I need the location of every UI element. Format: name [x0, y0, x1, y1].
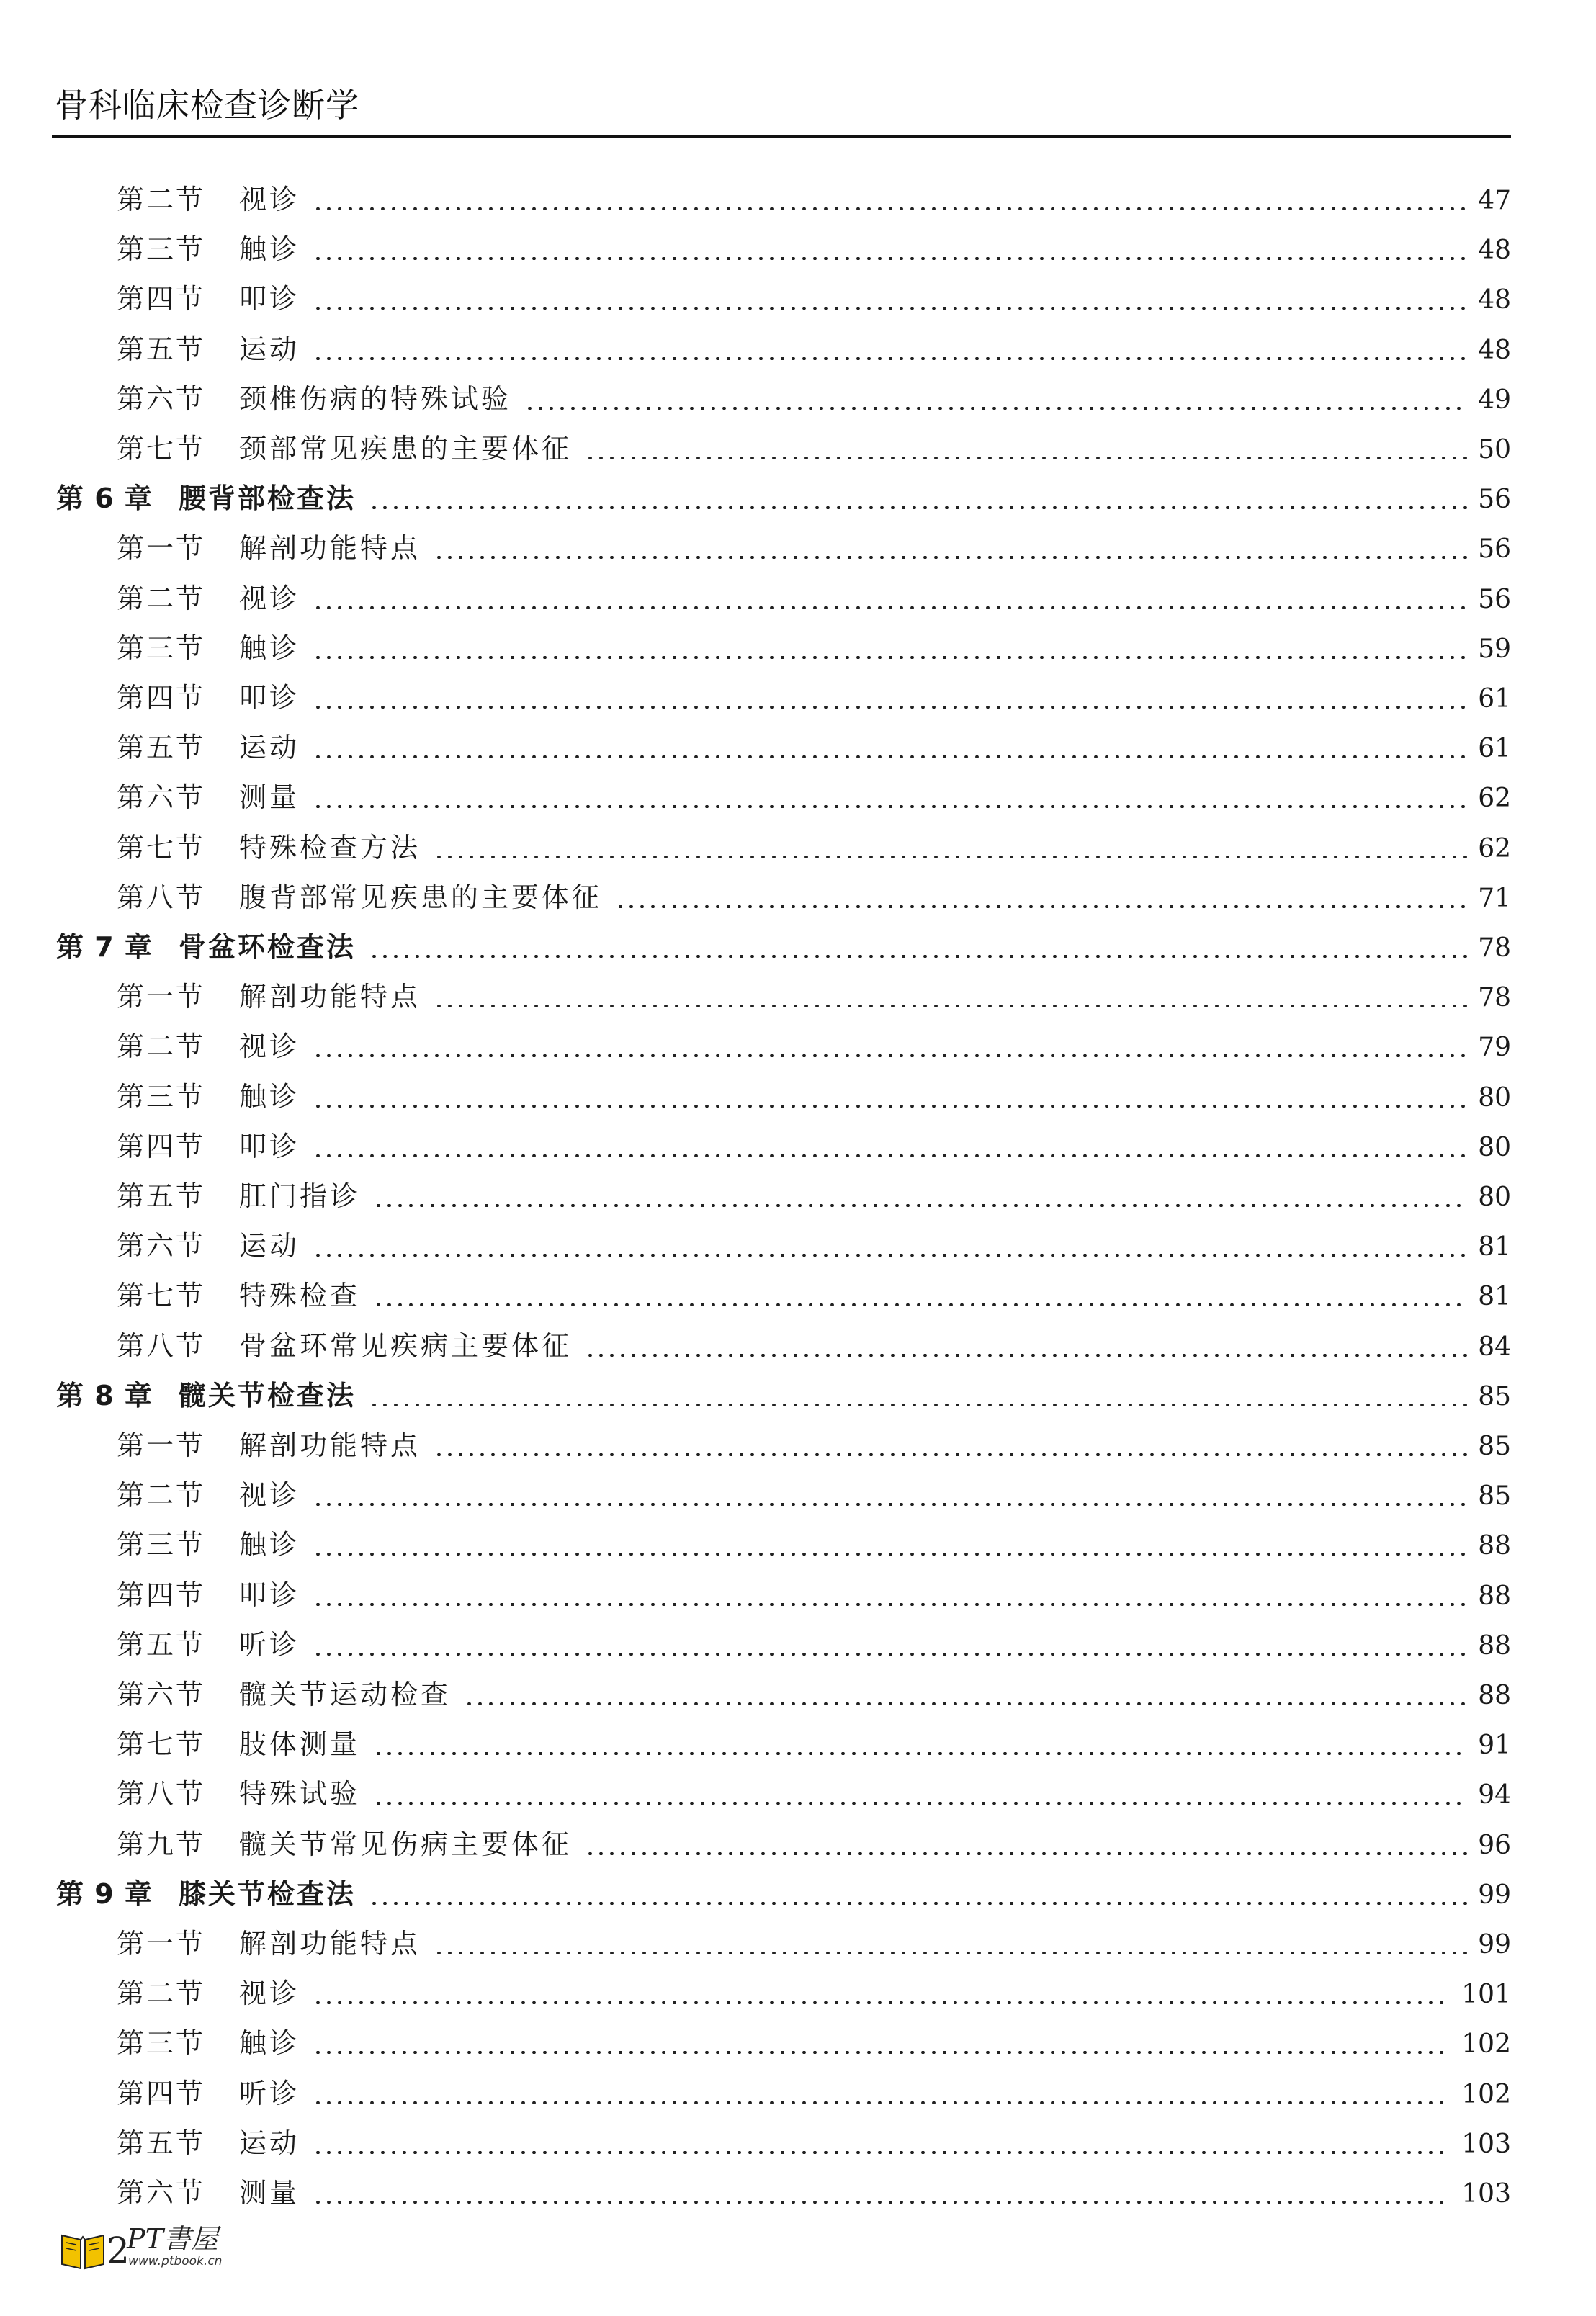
toc-entry-title: 运动 [239, 333, 300, 365]
toc-section-row [117, 2120, 1511, 2166]
toc-entry-page: 80 [1478, 1182, 1511, 1212]
toc-entry-title: 视诊 [239, 1978, 300, 2010]
dot-leader [585, 1354, 1468, 1357]
toc-entry-number: 第七节 [117, 831, 206, 863]
toc-section-row [117, 1522, 1511, 1568]
toc-entry-page: 78 [1478, 983, 1511, 1013]
toc-entry-number: 第五节 [117, 2127, 206, 2159]
dot-leader [373, 1204, 1468, 1207]
dot-leader [313, 1105, 1468, 1108]
toc-entry-number: 第五节 [117, 1180, 206, 1212]
dot-leader [313, 606, 1468, 609]
toc-section-row [117, 1223, 1511, 1269]
toc-entry-title: 触诊 [239, 2027, 300, 2060]
dot-leader [313, 755, 1468, 758]
toc-entry-number: 第四节 [117, 682, 206, 714]
toc-entry-page: 99 [1478, 1880, 1511, 1910]
toc-entry-page: 48 [1478, 335, 1511, 365]
dot-leader [313, 1503, 1468, 1506]
toc-entry-title: 特殊试验 [239, 1778, 361, 1810]
toc-entry-page: 102 [1461, 2079, 1511, 2109]
toc-entry-title: 叩诊 [239, 682, 300, 714]
toc-entry-number: 第八节 [117, 881, 206, 913]
dot-leader [313, 1054, 1468, 1057]
toc-section-row [117, 1671, 1511, 1718]
toc-section-row [117, 1821, 1511, 1867]
dot-leader [585, 457, 1468, 459]
toc-chapter-row [56, 924, 1511, 970]
toc-section-row [117, 376, 1511, 422]
toc-entry-number: 第六节 [117, 781, 206, 814]
toc-section-row [117, 1472, 1511, 1518]
dot-leader [313, 2051, 1451, 2054]
toc-section-row [117, 625, 1511, 671]
toc-entry-title: 触诊 [239, 233, 300, 266]
toc-entry-title: 视诊 [239, 1031, 300, 1063]
dot-leader [313, 357, 1468, 360]
dot-leader [313, 307, 1468, 310]
toc-entry-page: 85 [1478, 1381, 1511, 1411]
dot-leader [369, 1902, 1468, 1905]
toc-entry-page: 49 [1478, 385, 1511, 415]
toc-entry-number: 第二节 [117, 582, 206, 614]
toc-entry-page: 102 [1461, 2029, 1511, 2060]
toc-section-row [117, 226, 1511, 272]
toc-entry-page: 62 [1478, 784, 1511, 814]
toc-section-row [117, 874, 1511, 920]
toc-entry-title: 叩诊 [239, 1579, 300, 1611]
dot-leader [313, 1154, 1468, 1157]
toc-entry-number: 第 6 章 [56, 482, 153, 515]
dot-leader [313, 2201, 1451, 2204]
toc-section-row [117, 1921, 1511, 1967]
toc-entry-title: 解剖功能特点 [239, 532, 421, 565]
toc-entry-page: 71 [1478, 883, 1511, 913]
toc-entry-page: 88 [1478, 1531, 1511, 1561]
dot-leader [373, 1752, 1468, 1755]
dot-leader [373, 1303, 1468, 1306]
toc-entry-page: 48 [1478, 285, 1511, 315]
toc-entry-title: 髋关节常见伤病主要体征 [239, 1828, 573, 1860]
toc-entry-number: 第 8 章 [56, 1379, 153, 1411]
toc-entry-page: 94 [1478, 1780, 1511, 1810]
toc-entry-number: 第九节 [117, 1828, 206, 1860]
toc-entry-title: 视诊 [239, 582, 300, 614]
toc-entry-page: 78 [1478, 933, 1511, 963]
toc-entry-page: 48 [1478, 235, 1511, 266]
toc-entry-title: 解剖功能特点 [239, 1928, 421, 1960]
toc-section-row [117, 326, 1511, 372]
toc-section-row [117, 1622, 1511, 1668]
toc-section-row [117, 974, 1511, 1020]
running-header-title: 骨科临床检查诊断学 [55, 86, 359, 125]
toc-entry-number: 第六节 [117, 1679, 206, 1710]
dot-leader [313, 2151, 1451, 2154]
toc-entry-page: 85 [1478, 1481, 1511, 1512]
dot-leader [313, 1254, 1468, 1257]
toc-entry-page: 99 [1478, 1930, 1511, 1960]
toc-entry-title: 腰背部检查法 [179, 482, 357, 515]
toc-entry-page: 56 [1478, 485, 1511, 515]
toc-entry-title: 测量 [239, 781, 300, 814]
toc-entry-title: 听诊 [239, 1628, 300, 1661]
toc-entry-title: 髋关节运动检查 [239, 1679, 452, 1710]
dot-leader [434, 1005, 1468, 1007]
toc-entry-title: 解剖功能特点 [239, 1429, 421, 1461]
toc-entry-page: 88 [1478, 1681, 1511, 1710]
toc-entry-title: 听诊 [239, 2077, 300, 2109]
toc-section-row [117, 1970, 1511, 2016]
toc-entry-number: 第二节 [117, 1031, 206, 1063]
dot-leader [585, 1852, 1468, 1855]
toc-entry-page: 81 [1478, 1282, 1511, 1312]
dot-leader [615, 905, 1468, 908]
toc-entry-number: 第四节 [117, 1130, 206, 1162]
toc-entry-title: 触诊 [239, 1529, 300, 1561]
toc-entry-page: 103 [1461, 2129, 1511, 2159]
dot-leader [369, 955, 1468, 958]
toc-entry-title: 肛门指诊 [239, 1180, 361, 1212]
toc-section-row [117, 1721, 1511, 1767]
toc-entry-number: 第八节 [117, 1329, 206, 1362]
toc-entry-number: 第一节 [117, 1429, 206, 1461]
toc-entry-page: 50 [1478, 435, 1511, 464]
page-number: 2 [107, 2230, 130, 2271]
toc-entry-number: 第四节 [117, 2077, 206, 2109]
toc-entry-title: 视诊 [239, 1479, 300, 1512]
toc-entry-page: 79 [1478, 1033, 1511, 1063]
toc-section-row [117, 2020, 1511, 2066]
toc-entry-title: 运动 [239, 2127, 300, 2159]
toc-section-row [117, 2170, 1511, 2216]
dot-leader [434, 1453, 1468, 1456]
toc-section-row [117, 774, 1511, 820]
toc-entry-title: 特殊检查方法 [239, 831, 421, 863]
toc-chapter-row [56, 475, 1511, 521]
toc-entry-page: 80 [1478, 1082, 1511, 1113]
toc-entry-number: 第六节 [117, 2177, 206, 2209]
toc-entry-number: 第三节 [117, 1529, 206, 1561]
dot-leader [464, 1702, 1468, 1705]
toc-entry-page: 103 [1461, 2179, 1511, 2209]
toc-chapter-row [56, 1373, 1511, 1419]
dot-leader [434, 1952, 1468, 1954]
toc-section-row [117, 825, 1511, 871]
toc-entry-number: 第六节 [117, 1230, 206, 1262]
dot-leader [373, 1802, 1468, 1805]
toc-entry-title: 腹背部常见疾患的主要体征 [239, 881, 603, 913]
toc-entry-number: 第四节 [117, 1579, 206, 1611]
dot-leader [313, 656, 1468, 659]
toc-entry-number: 第一节 [117, 1928, 206, 1960]
toc-entry-number: 第五节 [117, 333, 206, 365]
book-logo-icon [59, 2224, 107, 2271]
toc-entry-page: 84 [1478, 1332, 1511, 1362]
dot-leader [313, 2101, 1451, 2104]
header-rule [52, 135, 1511, 138]
toc-entry-number: 第三节 [117, 2027, 206, 2060]
toc-entry-page: 61 [1478, 734, 1511, 764]
dot-leader [313, 1653, 1468, 1656]
toc-entry-title: 叩诊 [239, 283, 300, 315]
toc-entry-number: 第七节 [117, 433, 206, 464]
toc-section-row [117, 1572, 1511, 1618]
toc-entry-number: 第八节 [117, 1778, 206, 1810]
toc-entry-title: 视诊 [239, 184, 300, 215]
toc-entry-page: 101 [1461, 1980, 1511, 2010]
toc-entry-page: 62 [1478, 833, 1511, 863]
toc-entry-page: 80 [1478, 1132, 1511, 1162]
toc-entry-title: 髋关节检查法 [179, 1379, 357, 1411]
toc-entry-title: 颈椎伤病的特殊试验 [239, 382, 512, 415]
toc-entry-number: 第五节 [117, 732, 206, 764]
toc-entry-number: 第六节 [117, 382, 206, 415]
dot-leader [434, 856, 1468, 858]
dot-leader [313, 2001, 1451, 2004]
toc-entry-page: 56 [1478, 584, 1511, 614]
toc-entry-page: 59 [1478, 634, 1511, 664]
dot-leader [369, 506, 1468, 509]
toc-entry-title: 膝关节检查法 [179, 1877, 357, 1910]
toc-entry-number: 第四节 [117, 283, 206, 315]
toc-entry-page: 47 [1478, 186, 1511, 215]
toc-entry-title: 肢体测量 [239, 1728, 361, 1761]
dot-leader [313, 257, 1468, 260]
toc-entry-number: 第五节 [117, 1628, 206, 1661]
toc-section-row [117, 176, 1511, 223]
toc-chapter-row [56, 1871, 1511, 1917]
dot-leader [369, 1404, 1468, 1406]
toc-entry-number: 第三节 [117, 1080, 206, 1113]
toc-entry-title: 触诊 [239, 632, 300, 664]
toc-section-row [117, 1273, 1511, 1319]
toc-entry-number: 第二节 [117, 1479, 206, 1512]
toc-section-row [117, 276, 1511, 322]
toc-entry-title: 测量 [239, 2177, 300, 2209]
toc-section-row [117, 1023, 1511, 1069]
toc-entry-number: 第三节 [117, 233, 206, 266]
toc-entry-number: 第一节 [117, 981, 206, 1013]
toc-entry-title: 特殊检查 [239, 1280, 361, 1312]
toc-section-row [117, 575, 1511, 621]
toc-entry-title: 颈部常见疾患的主要体征 [239, 433, 573, 464]
toc-entry-page: 88 [1478, 1630, 1511, 1661]
toc-section-row [117, 1422, 1511, 1468]
dot-leader [524, 407, 1468, 410]
watermark-url: www.ptbook.cn [128, 2254, 223, 2268]
dot-leader [434, 556, 1468, 559]
dot-leader [313, 805, 1468, 808]
toc-entry-number: 第二节 [117, 184, 206, 215]
toc-entry-title: 运动 [239, 732, 300, 764]
toc-section-row [117, 1074, 1511, 1120]
toc-section-row [117, 1323, 1511, 1369]
toc-entry-title: 触诊 [239, 1080, 300, 1113]
toc-section-row [117, 426, 1511, 472]
toc-section-row [117, 1173, 1511, 1219]
toc-entry-page: 88 [1478, 1581, 1511, 1611]
toc-entry-page: 91 [1478, 1731, 1511, 1761]
toc-entry-number: 第三节 [117, 632, 206, 664]
toc-entry-page: 96 [1478, 1830, 1511, 1860]
dot-leader [313, 1603, 1468, 1606]
toc-section-row [117, 525, 1511, 571]
toc-entry-number: 第 7 章 [56, 931, 153, 963]
toc-entry-number: 第二节 [117, 1978, 206, 2010]
toc-section-row [117, 675, 1511, 721]
dot-leader [313, 706, 1468, 709]
toc-section-row [117, 2070, 1511, 2117]
toc-entry-title: 解剖功能特点 [239, 981, 421, 1013]
toc-section-row [117, 1123, 1511, 1170]
toc-entry-number: 第七节 [117, 1728, 206, 1761]
toc-entry-title: 叩诊 [239, 1130, 300, 1162]
toc-entry-page: 81 [1478, 1232, 1511, 1262]
toc-entry-title: 骨盆环常见疾病主要体征 [239, 1329, 573, 1362]
watermark-brand: PT書屋 [127, 2223, 218, 2255]
toc-entry-page: 56 [1478, 534, 1511, 565]
toc-entry-title: 骨盆环检查法 [179, 931, 357, 963]
toc-section-row [117, 1771, 1511, 1817]
dot-leader [313, 1553, 1468, 1556]
toc-entry-page: 85 [1478, 1432, 1511, 1461]
toc-entry-number: 第七节 [117, 1280, 206, 1312]
toc-entry-number: 第 9 章 [56, 1877, 153, 1910]
toc-section-row [117, 724, 1511, 771]
dot-leader [313, 207, 1468, 210]
toc-entry-page: 61 [1478, 684, 1511, 714]
toc-entry-number: 第一节 [117, 532, 206, 565]
toc-entry-title: 运动 [239, 1230, 300, 1262]
